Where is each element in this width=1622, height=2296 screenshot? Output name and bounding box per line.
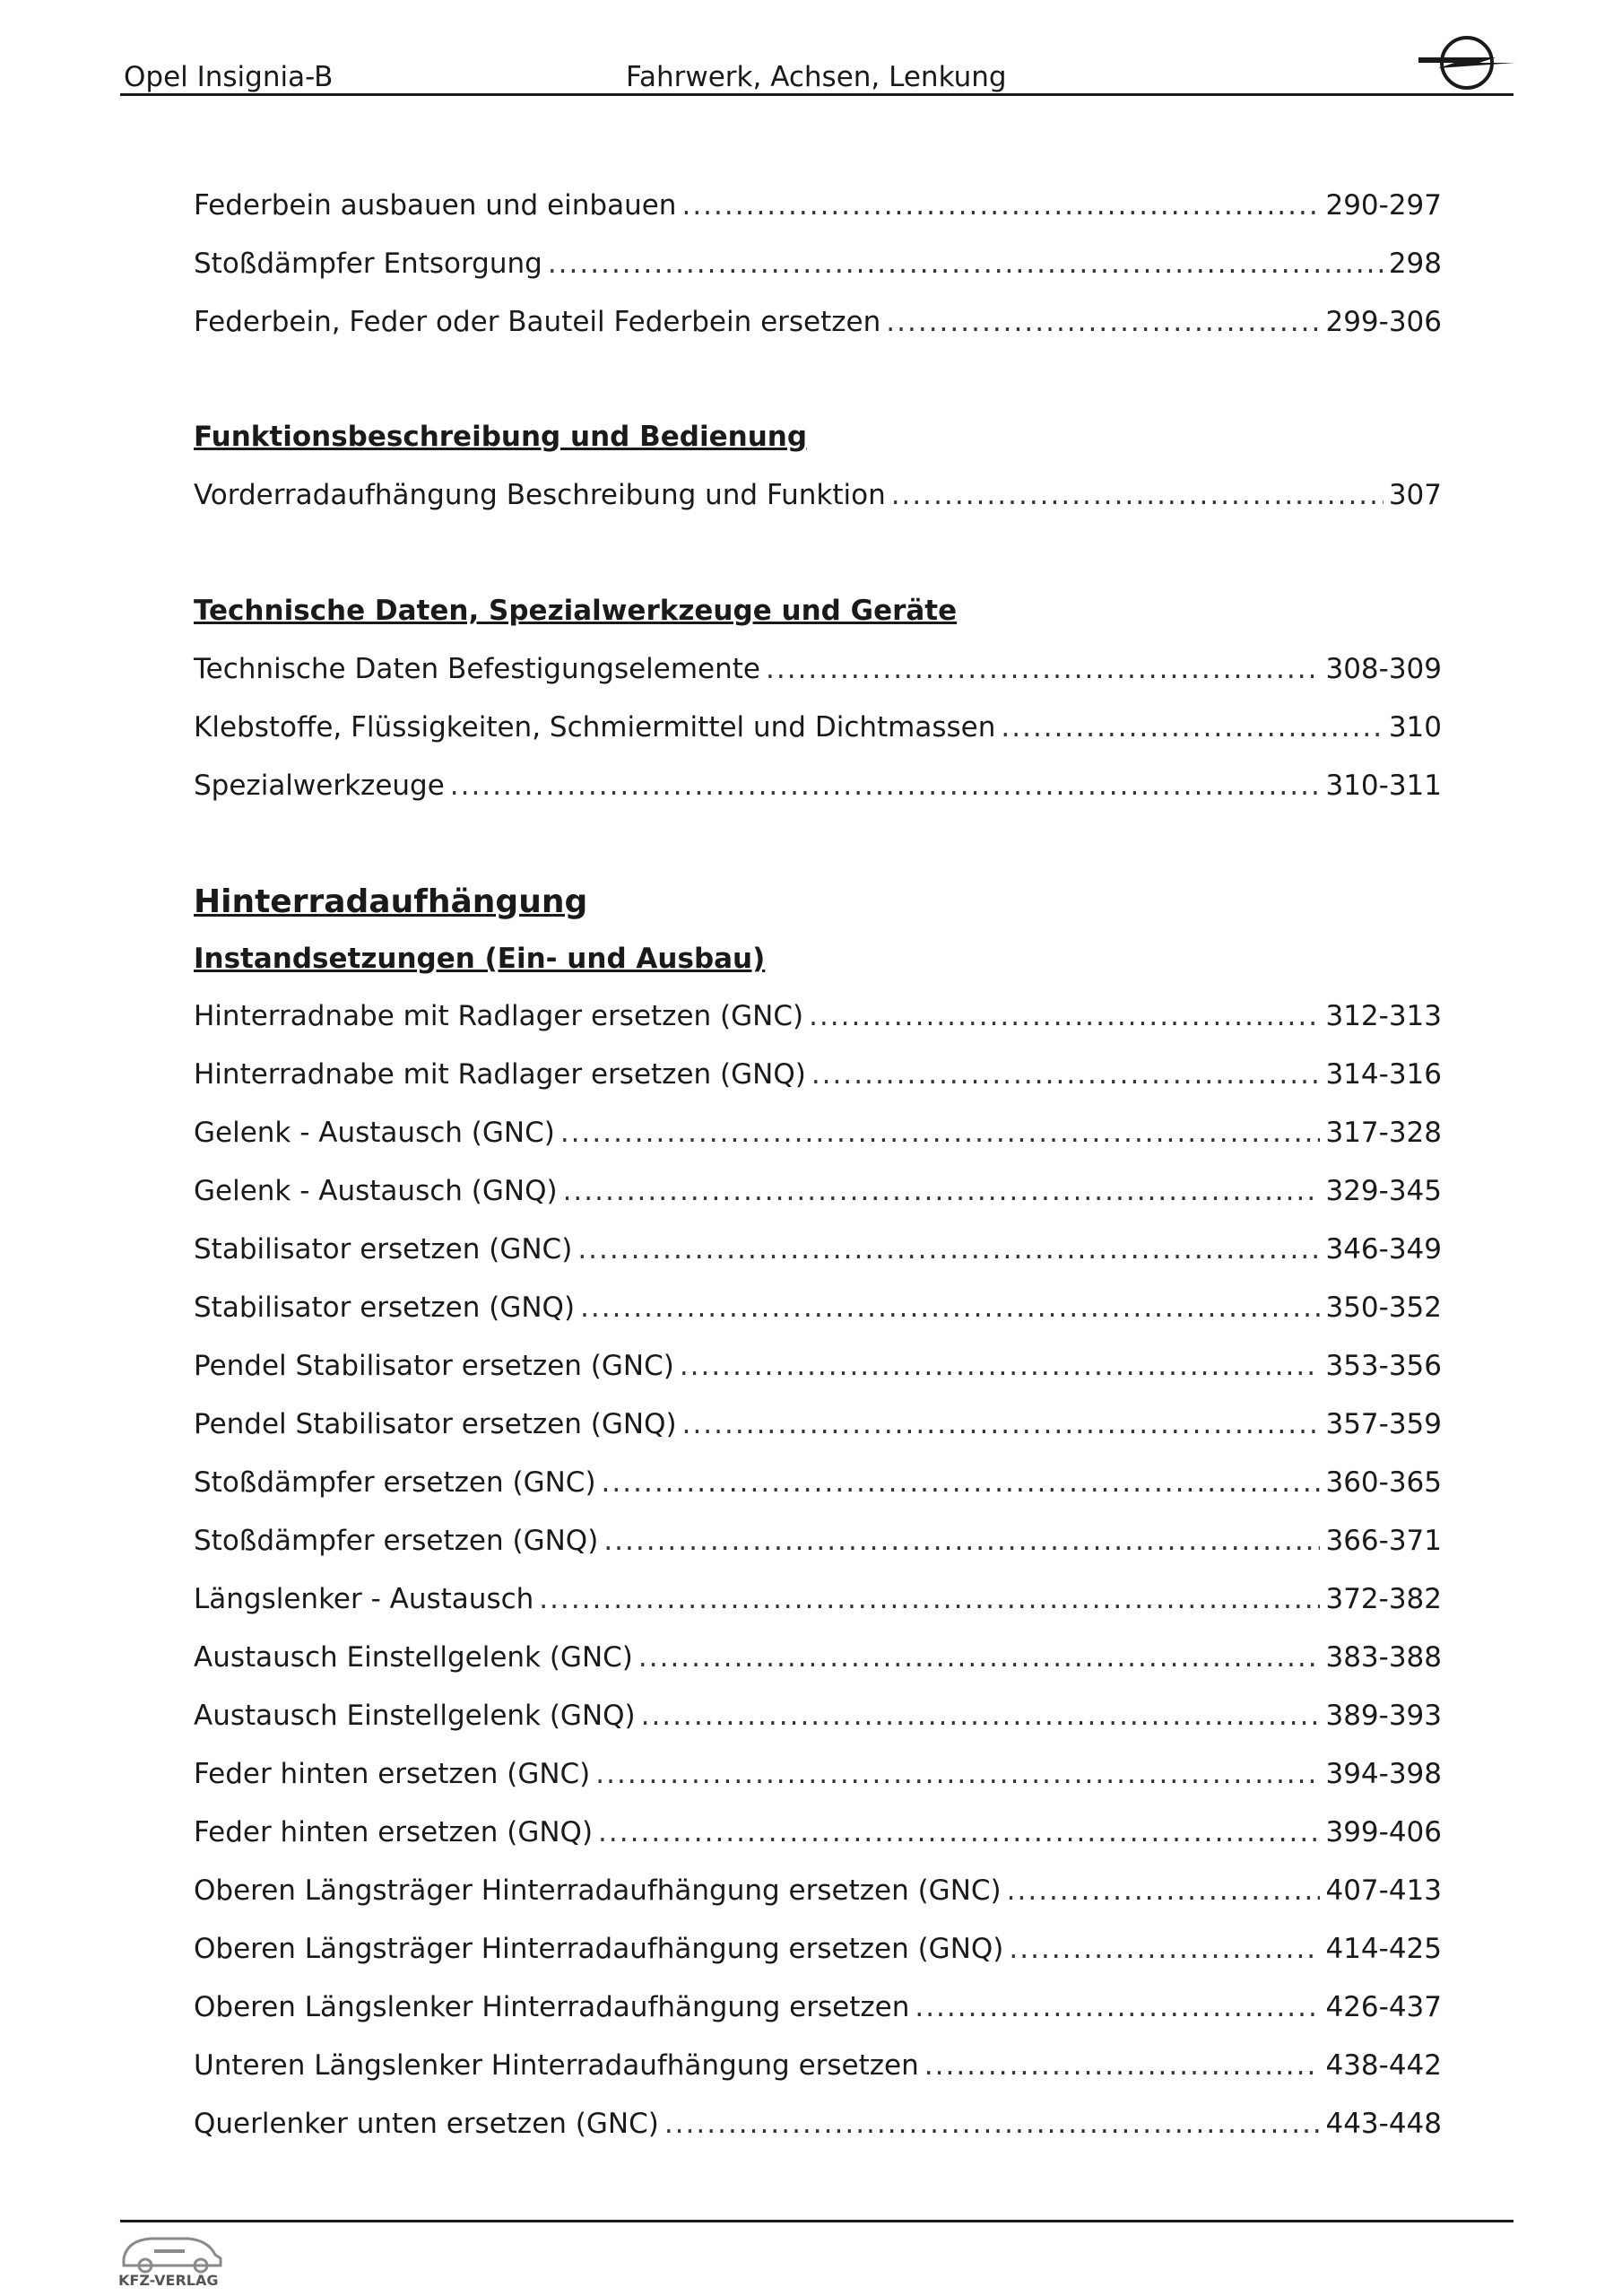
toc-entry[interactable] — [194, 241, 1442, 286]
toc-entry[interactable] — [194, 1227, 1442, 1272]
toc-leader-dots — [915, 1985, 1320, 2030]
toc-entry-title: Hinterradnabe mit Radlager ersetzen (GNQ) — [194, 1058, 806, 1091]
toc-entry-pages: 438-442 — [1325, 2049, 1442, 2082]
toc-entry[interactable] — [194, 1635, 1442, 1680]
toc-leader-dots — [681, 183, 1320, 228]
toc-entry-pages: 298 — [1388, 248, 1442, 280]
page-header — [120, 52, 1514, 97]
toc-entry-pages: 366-371 — [1325, 1525, 1442, 1557]
toc-entry[interactable] — [194, 473, 1442, 517]
toc-entry-title: Austausch Einstellgelenk (GNQ) — [194, 1700, 636, 1732]
section-heading-function: Funktionsbeschreibung und Bedienung — [194, 421, 808, 453]
toc-entry[interactable] — [194, 763, 1442, 808]
toc-leader-dots — [603, 1518, 1320, 1563]
toc-entry[interactable] — [194, 1402, 1442, 1447]
toc-entry-title: Oberen Längsträger Hinterradaufhängung ersetzen (GNC) — [194, 1874, 1002, 1907]
toc-entry-title: Austausch Einstellgelenk (GNC) — [194, 1641, 633, 1674]
toc-leader-dots — [598, 1810, 1320, 1855]
toc-leader-dots — [891, 473, 1383, 517]
toc-entry[interactable] — [194, 1110, 1442, 1155]
toc-entry-title: Stoßdämpfer Entsorgung — [194, 248, 542, 280]
toc-entry-pages: 310-311 — [1325, 770, 1442, 802]
toc-entry-title: Stoßdämpfer ersetzen (GNQ) — [194, 1525, 599, 1557]
toc-entry-title: Unteren Längslenker Hinterradaufhängung ersetzen — [194, 2049, 919, 2082]
toc-entry-pages: 308-309 — [1325, 653, 1442, 685]
toc-entry-title: Längslenker - Austausch — [194, 1583, 534, 1615]
toc-entry[interactable] — [194, 300, 1442, 344]
toc-entry-pages: 394-398 — [1325, 1758, 1442, 1790]
toc-entry[interactable] — [194, 1577, 1442, 1622]
toc-entry-pages: 310 — [1388, 711, 1442, 744]
toc-entry-pages: 389-393 — [1325, 1700, 1442, 1732]
toc-leader-dots — [809, 994, 1320, 1039]
toc-entry-pages: 357-359 — [1325, 1408, 1442, 1440]
toc-leader-dots — [1001, 705, 1383, 750]
toc-entry-title: Stoßdämpfer ersetzen (GNC) — [194, 1466, 596, 1499]
toc-entry-title: Oberen Längsträger Hinterradaufhängung ersetzen (GNQ) — [194, 1933, 1004, 1965]
toc-entry-title: Klebstoffe, Flüssigkeiten, Schmiermittel und Dichtmassen — [194, 711, 996, 744]
toc-entry-title: Oberen Längslenker Hinterradaufhängung ersetzen — [194, 1991, 910, 2023]
toc-entry-title: Stabilisator ersetzen (GNQ) — [194, 1292, 576, 1324]
toc-entry[interactable] — [194, 705, 1442, 750]
chapter-heading: Hinterradaufhängung — [194, 883, 588, 920]
toc-entry-title: Technische Daten Befestigungselemente — [194, 653, 761, 685]
kfz-verlag-logo-icon — [115, 2228, 231, 2291]
toc-entry[interactable] — [194, 1052, 1442, 1097]
toc-entry-title: Feder hinten ersetzen (GNC) — [194, 1758, 591, 1790]
toc-entry[interactable] — [194, 1752, 1442, 1796]
toc-entry-title: Gelenk - Austausch (GNC) — [194, 1117, 555, 1149]
section-heading-repairs: Instandsetzungen (Ein- und Ausbau) — [194, 943, 766, 975]
toc-leader-dots — [1007, 1868, 1321, 1913]
toc-entry-pages: 399-406 — [1325, 1816, 1442, 1848]
toc-entry[interactable] — [194, 1460, 1442, 1505]
toc-leader-dots — [638, 1635, 1321, 1680]
toc-entry-pages: 329-345 — [1325, 1175, 1442, 1207]
header-chapter: Fahrwerk, Achsen, Lenkung — [626, 61, 1007, 93]
toc-entry-pages: 353-356 — [1325, 1350, 1442, 1382]
toc-leader-dots — [641, 1693, 1321, 1738]
toc-entry-title: Stabilisator ersetzen (GNC) — [194, 1233, 573, 1265]
toc-leader-dots — [886, 300, 1320, 344]
toc-entry[interactable] — [194, 183, 1442, 228]
toc-entry[interactable] — [194, 2043, 1442, 2088]
toc-entry-pages: 360-365 — [1325, 1466, 1442, 1499]
toc-leader-dots — [595, 1752, 1320, 1796]
opel-blitz-logo-icon — [1417, 27, 1517, 93]
toc-leader-dots — [680, 1344, 1321, 1388]
toc-leader-dots — [811, 1052, 1321, 1097]
toc-entry[interactable] — [194, 1518, 1442, 1563]
toc-entry-pages: 407-413 — [1325, 1874, 1442, 1907]
toc-entry-title: Federbein ausbauen und einbauen — [194, 189, 677, 222]
toc-leader-dots — [682, 1402, 1321, 1447]
toc-leader-dots — [539, 1577, 1320, 1622]
toc-entry-pages: 307 — [1388, 479, 1442, 511]
toc-entry[interactable] — [194, 1985, 1442, 2030]
toc-entry-pages: 414-425 — [1325, 1933, 1442, 1965]
toc-entry[interactable] — [194, 1169, 1442, 1213]
toc-entry-title: Spezialwerkzeuge — [194, 770, 445, 802]
toc-entry-pages: 443-448 — [1325, 2108, 1442, 2140]
toc-entry-pages: 290-297 — [1325, 189, 1442, 222]
toc-leader-dots — [563, 1169, 1321, 1213]
header-model: Opel Insignia-B — [124, 61, 334, 93]
toc-leader-dots — [664, 2101, 1321, 2146]
toc-entry-pages: 383-388 — [1325, 1641, 1442, 1674]
toc-entry[interactable] — [194, 994, 1442, 1039]
toc-entry[interactable] — [194, 1810, 1442, 1855]
toc-leader-dots — [577, 1227, 1320, 1272]
toc-entry-pages: 372-382 — [1325, 1583, 1442, 1615]
toc-leader-dots — [580, 1285, 1320, 1330]
section-heading-tech: Technische Daten, Spezialwerkzeuge und Geräte — [194, 595, 958, 627]
toc-entry[interactable] — [194, 1868, 1442, 1913]
toc-entry-title: Hinterradnabe mit Radlager ersetzen (GNC) — [194, 1000, 804, 1032]
toc-leader-dots — [766, 647, 1320, 691]
toc-entry[interactable] — [194, 1693, 1442, 1738]
toc-entry-pages: 299-306 — [1325, 306, 1442, 338]
toc-leader-dots — [1009, 1926, 1320, 1971]
toc-entry-pages: 317-328 — [1325, 1117, 1442, 1149]
toc-leader-dots — [924, 2043, 1321, 2088]
toc-entry-title: Federbein, Feder oder Bauteil Federbein ersetzen — [194, 306, 881, 338]
toc-leader-dots — [548, 241, 1383, 286]
toc-entry-title: Querlenker unten ersetzen (GNC) — [194, 2108, 659, 2140]
toc-entry-pages: 350-352 — [1325, 1292, 1442, 1324]
toc-entry-pages: 346-349 — [1325, 1233, 1442, 1265]
toc-entry[interactable] — [194, 1285, 1442, 1330]
toc-leader-dots — [602, 1460, 1321, 1505]
toc-entry-title: Pendel Stabilisator ersetzen (GNQ) — [194, 1408, 677, 1440]
footer-rule — [120, 2220, 1514, 2222]
toc-leader-dots — [560, 1110, 1321, 1155]
footer-logo-text: KFZ-VERLAG — [118, 2272, 219, 2289]
toc-entry-title: Pendel Stabilisator ersetzen (GNC) — [194, 1350, 674, 1382]
toc-entry[interactable] — [194, 647, 1442, 691]
toc-entry[interactable] — [194, 1926, 1442, 1971]
toc-entry-title: Vorderradaufhängung Beschreibung und Funktion — [194, 479, 886, 511]
toc-entry-title: Feder hinten ersetzen (GNQ) — [194, 1816, 594, 1848]
toc-entry-pages: 426-437 — [1325, 1991, 1442, 2023]
toc-entry-title: Gelenk - Austausch (GNQ) — [194, 1175, 558, 1207]
toc-leader-dots — [450, 763, 1321, 808]
toc-entry-pages: 312-313 — [1325, 1000, 1442, 1032]
toc-entry[interactable] — [194, 1344, 1442, 1388]
header-rule — [120, 93, 1514, 96]
toc-entry-pages: 314-316 — [1325, 1058, 1442, 1091]
toc-entry[interactable] — [194, 2101, 1442, 2146]
